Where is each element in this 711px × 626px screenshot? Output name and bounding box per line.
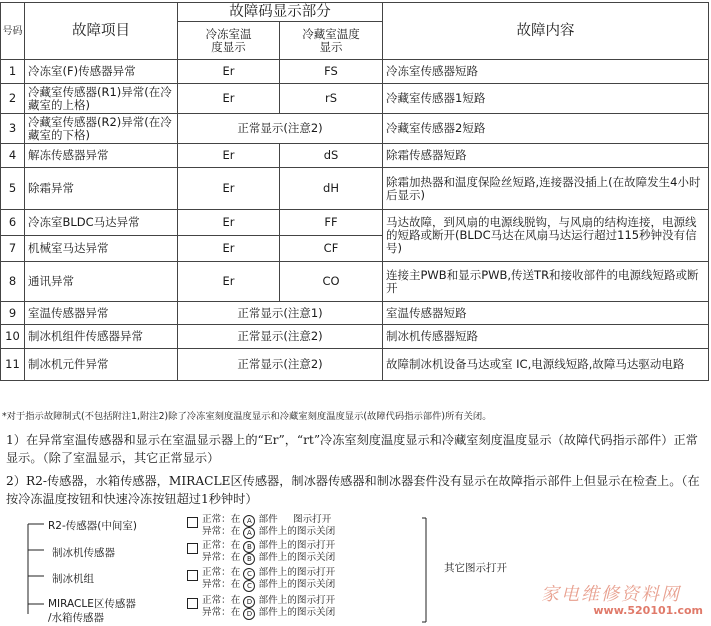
table-row bbox=[1, 84, 709, 114]
row-item: 制冰机组件传感器异常 bbox=[25, 325, 178, 349]
table-row bbox=[1, 210, 709, 236]
row-fridge: CO bbox=[280, 262, 383, 302]
note-1: 1）在异常室温传感器和显示在室温显示器上的“Er”，“rt”冷冻室刻度温度显示和冷藏室刻度温度显示（故障代码指示部件）正常显示。（除了室温显示，其它正常显示） bbox=[6, 433, 698, 465]
row-num: 3 bbox=[1, 114, 25, 144]
row-item: 除霜异常 bbox=[25, 168, 178, 210]
label-tank-sensor: /水箱传感器 bbox=[48, 612, 105, 624]
row-fridge: dH bbox=[280, 168, 383, 210]
table-row bbox=[1, 325, 709, 349]
row-fridge: CF bbox=[280, 236, 383, 262]
row-merged-display: 正常显示(注意2) bbox=[178, 349, 383, 381]
label-miracle-sensor: MIRACLE区传感器 bbox=[48, 598, 136, 610]
header-freezer: 冷冻室温度显示 bbox=[178, 22, 280, 60]
row-item: 解冻传感器异常 bbox=[25, 144, 178, 168]
note-2: 2）R2-传感器，水箱传感器，MIRACLE区传感器，制冰器传感器和制冰器套件没有显示在故障指示部件上但显示在检查上。（在按冷冻温度按钮和快速冷冻按钮超过1秒钟时） bbox=[6, 474, 700, 506]
row-merged-display: 正常显示(注意2) bbox=[178, 114, 383, 144]
row-freezer: Er bbox=[178, 262, 280, 302]
state-normal: 正常：在 D 部件上的图示打开 bbox=[202, 595, 336, 606]
watermark-url: www.520101.com bbox=[593, 604, 703, 617]
row-fridge: dS bbox=[280, 144, 383, 168]
row-merged-display: 正常显示(注意2) bbox=[178, 325, 383, 349]
checkbox-icon bbox=[187, 517, 198, 528]
row-content: 故障制冰机设备马达或室 IC,电源线短路,故障马达驱动电路 bbox=[383, 349, 709, 381]
checkbox-icon bbox=[187, 598, 198, 609]
row-freezer: Er bbox=[178, 60, 280, 84]
row-freezer: Er bbox=[178, 236, 280, 262]
row-item: 冷藏室传感器(R2)异常(在冷藏室的下格) bbox=[25, 114, 178, 144]
footnote: *对于指示故障制式(不包括附注1,附注2)除了冷冻室刻度温度显示和冷藏室刻度温度显示(故障代码指示部件)所有关闭。 bbox=[2, 411, 492, 422]
state-abnormal: 异常：在 D 部件上的图示关闭 bbox=[202, 607, 336, 618]
table-row bbox=[1, 114, 709, 144]
label-icemaker-unit: 制冰机组 bbox=[52, 573, 94, 585]
header-num: 号码 bbox=[1, 3, 25, 60]
table-row bbox=[1, 144, 709, 168]
checkbox-icon bbox=[187, 570, 198, 581]
row-num: 1 bbox=[1, 60, 25, 84]
label-others: 其它图示打开 bbox=[444, 562, 507, 574]
state-normal: 正常：在 A 部件 图示打开 bbox=[202, 514, 332, 525]
row-content: 除霜传感器短路 bbox=[383, 144, 709, 168]
row-num: 2 bbox=[1, 84, 25, 114]
state-abnormal: 异常：在 B 部件上的图示关闭 bbox=[202, 552, 336, 563]
table-row bbox=[1, 60, 709, 84]
fault-code-table bbox=[0, 2, 709, 381]
label-r2-sensor: R2-传感器(中间室) bbox=[48, 520, 137, 532]
row-item: 冷冻室(F)传感器异常 bbox=[25, 60, 178, 84]
watermark: 家电维修资料网 bbox=[541, 584, 681, 605]
row-num: 7 bbox=[1, 236, 25, 262]
row-freezer: Er bbox=[178, 144, 280, 168]
row-item: 冷藏室传感器(R1)异常(在冷藏室的上格) bbox=[25, 84, 178, 114]
table-row bbox=[1, 262, 709, 302]
row-num: 8 bbox=[1, 262, 25, 302]
row-num: 5 bbox=[1, 168, 25, 210]
row-freezer: Er bbox=[178, 84, 280, 114]
row-content: 除霜加热器和温度保险丝短路,连接器没插上(在故障发生4小时后显示) bbox=[383, 168, 709, 210]
row-num: 9 bbox=[1, 302, 25, 325]
row-merged-display: 正常显示(注意1) bbox=[178, 302, 383, 325]
row-freezer: Er bbox=[178, 168, 280, 210]
header-item: 故障项目 bbox=[25, 3, 178, 60]
table-row bbox=[1, 302, 709, 325]
row-fridge: FS bbox=[280, 60, 383, 84]
header-display-group: 故障码显示部分 bbox=[178, 3, 383, 22]
state-normal: 正常：在 B 部件上的图示打开 bbox=[202, 540, 336, 551]
row-item: 通讯异常 bbox=[25, 262, 178, 302]
state-abnormal: 异常：在 A 部件上的图示关闭 bbox=[202, 526, 336, 537]
row-fridge: rS bbox=[280, 84, 383, 114]
row-content: 制冰机传感器短路 bbox=[383, 325, 709, 349]
checkbox-icon bbox=[187, 543, 198, 554]
row-num: 10 bbox=[1, 325, 25, 349]
row-content: 冷藏室传感器2短路 bbox=[383, 114, 709, 144]
row-content: 冷藏室传感器1短路 bbox=[383, 84, 709, 114]
row-num: 4 bbox=[1, 144, 25, 168]
row-num: 11 bbox=[1, 349, 25, 381]
table-row bbox=[1, 349, 709, 381]
header-fridge: 冷藏室温度显示 bbox=[280, 22, 383, 60]
row-content: 冷冻室传感器短路 bbox=[383, 60, 709, 84]
row-freezer: Er bbox=[178, 210, 280, 236]
row-item: 冷冻室BLDC马达异常 bbox=[25, 210, 178, 236]
row-item: 制冰机元件异常 bbox=[25, 349, 178, 381]
header-content: 故障内容 bbox=[383, 3, 709, 60]
row-fridge: FF bbox=[280, 210, 383, 236]
label-icemaker-sensor: 制冰机传感器 bbox=[52, 547, 115, 559]
row-item: 机械室马达异常 bbox=[25, 236, 178, 262]
row-content: 连接主PWB和显示PWB,传送TR和接收部件的电源线短路或断开 bbox=[383, 262, 709, 302]
row-content: 马达故障，到风扇的电源线脱钩，与风扇的结构连接，电源线的短路或断开(BLDC马达在风扇马达运行超过115秒钟没有信号) bbox=[383, 210, 709, 262]
state-abnormal: 异常：在 C 部件上的图示关闭 bbox=[202, 579, 336, 590]
row-item: 室温传感器异常 bbox=[25, 302, 178, 325]
row-content: 室温传感器短路 bbox=[383, 302, 709, 325]
state-normal: 正常：在 C 部件上的图示打开 bbox=[202, 567, 336, 578]
row-num: 6 bbox=[1, 210, 25, 236]
table-row bbox=[1, 168, 709, 210]
